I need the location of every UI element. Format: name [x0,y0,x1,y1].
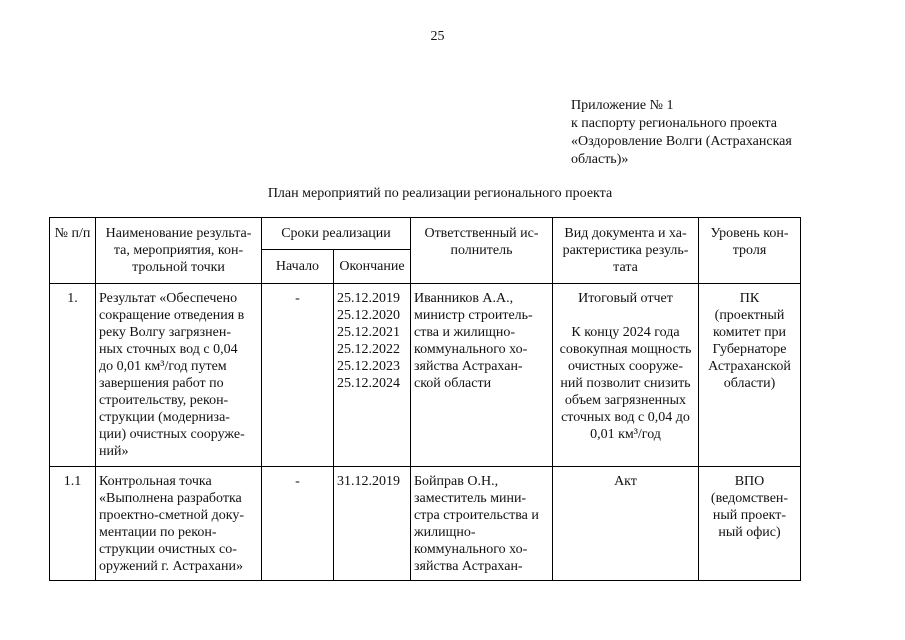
row-level: ВПО (ведомствен- ный проект- ный офис) [699,467,801,581]
header-name: Наименование результа- та, мероприятия, кон- трольной точки [96,218,262,284]
appendix-note [571,97,792,169]
appendix-line: «Оздоровление Волги (Астраханская [571,134,792,149]
row-name: Результат «Обеспечено сокращение отведения в реку Волгу загрязнен- ных сточных вод с 0,04 до 0,01 км³/год путем завершения работ по строительству, рекон- струкции (модерниза- ции) очистных сооруже- ний» [96,284,262,467]
page-number: 25 [430,29,445,44]
row-start: - [262,467,334,581]
row-doc: Акт [553,467,699,581]
row-start: - [262,284,334,467]
header-num: № п/п [50,218,96,284]
row-responsible: Иванников А.А., министр строитель- ства и жилищно- коммунального хо- зяйства Астрахан- ской области [411,284,553,467]
appendix-line: область)» [571,152,629,167]
plan-table [49,217,801,581]
row-number: 1.1 [50,467,96,581]
appendix-line: Приложение № 1 [571,98,674,113]
appendix-line: к паспорту регионального проекта [571,116,777,131]
table-row [50,467,801,581]
row-number: 1. [50,284,96,467]
header-level: Уровень кон- троля [699,218,801,284]
row-end: 25.12.2019 25.12.2020 25.12.2021 25.12.2022 25.12.2023 25.12.2024 [334,284,411,467]
row-responsible: Бойправ О.Н., заместитель мини- стра строительства и жилищно- коммунального хо- зяйства Астрахан- [411,467,553,581]
header-start: Начало [262,250,334,284]
header-terms: Сроки реализации [262,218,411,250]
table-row [50,284,801,467]
header-end: Окончание [334,250,411,284]
row-doc: Итоговый отчет К концу 2024 года совокупная мощность очистных сооруже- ний позволит снизить объем загрязненных сточных вод с 0,04 до 0,01 км³/год [553,284,699,467]
header-doc: Вид документа и ха- рактеристика резуль- тата [553,218,699,284]
row-name: Контрольная точка «Выполнена разработка проектно-сметной доку- ментации по рекон- струкции очистных со- оружений г. Астрахани» [96,467,262,581]
row-level: ПК (проектный комитет при Губернаторе Астраханской области) [699,284,801,467]
plan-title: План мероприятий по реализации регионального проекта [267,186,613,201]
header-responsible: Ответственный ис- полнитель [411,218,553,284]
row-end: 31.12.2019 [334,467,411,581]
